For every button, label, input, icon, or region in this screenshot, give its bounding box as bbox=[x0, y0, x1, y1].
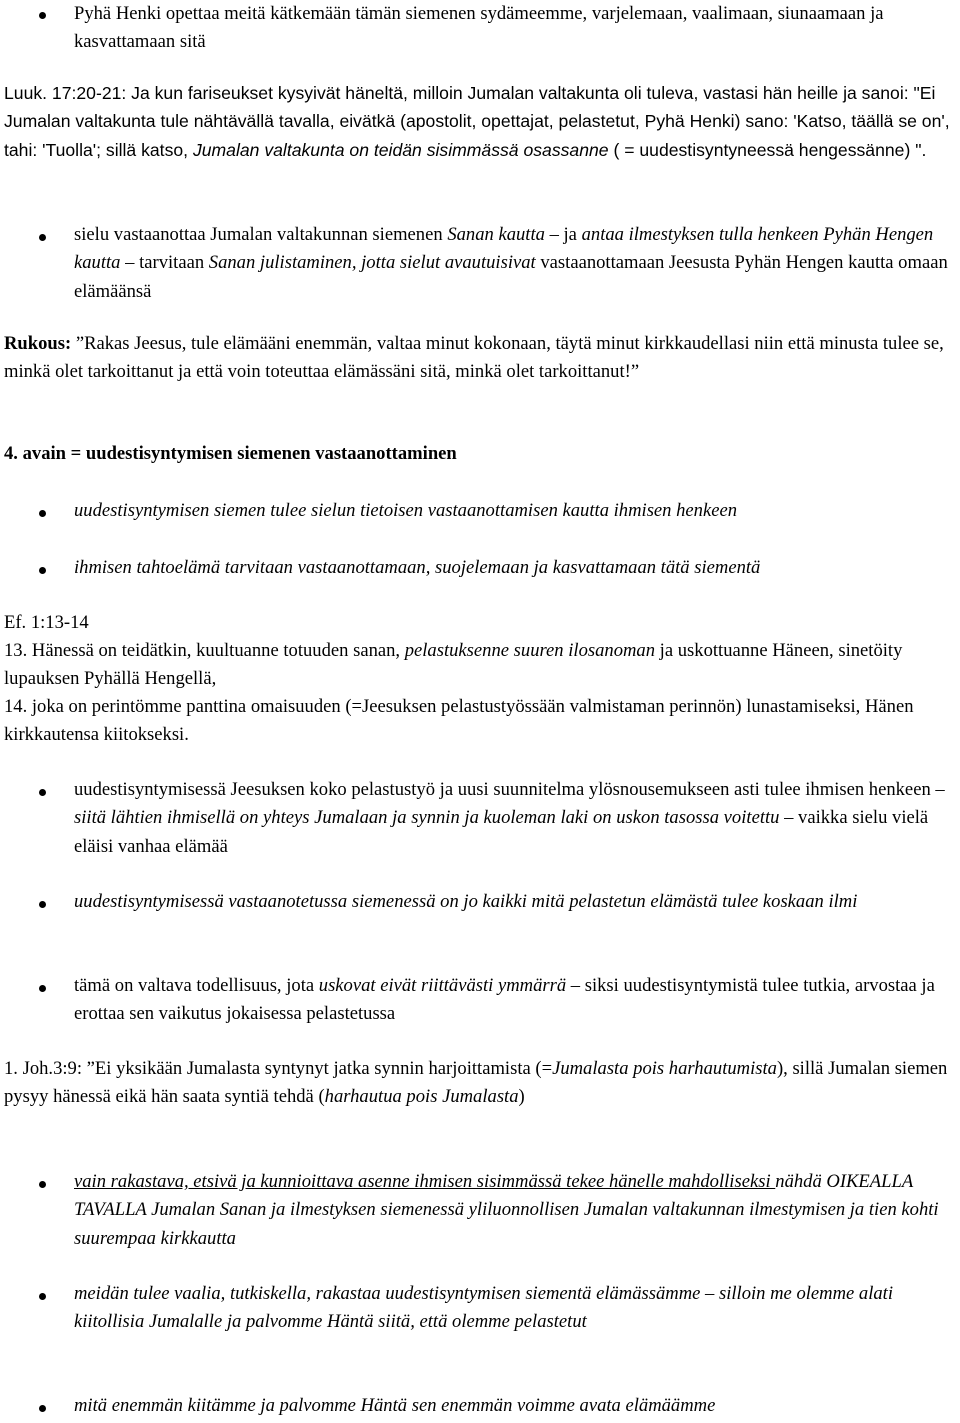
verse-text: 13. Hänessä on teidätkin, kuultuanne totuuden sanan, bbox=[4, 640, 405, 661]
prayer-text: ”Rakas Jeesus, tule elämääni enemmän, valtaa minut kokonaan, täytä minut kirkkaudellasi niin että minusta tulee se, minkä olet tarkoittanut ja että voin toteuttaa elämässäni sitä, minkä olet tarkoittanut!” bbox=[4, 333, 944, 383]
bullet-italic: ihmisen tahtoelämä tarvitaan vastaanottamaan, suojelemaan ja kasvattamaan tätä siementä bbox=[74, 557, 761, 578]
bullet-text: vastaanottamaan Jeesusta Pyhän Hengen kautta omaan elämäänsä bbox=[74, 252, 948, 302]
luke-italic: Jumalan valtakunta on teidän sisimmässä osassanne bbox=[192, 139, 609, 160]
ephesians-reference bbox=[4, 609, 956, 637]
bullet-text: – vaikka sielu vielä eläisi vanhaa elämää bbox=[74, 807, 929, 857]
verse-text: ja uskottuanne Häneen, sinetöity lupauksen Pyhällä Hengellä, bbox=[4, 640, 903, 690]
john-italic: Jumalasta pois harhautumista bbox=[552, 1058, 777, 1079]
bullet-dot bbox=[39, 1405, 46, 1412]
bullet-dot bbox=[39, 901, 46, 908]
bullet-item-6 bbox=[74, 888, 958, 916]
bullet-item-8 bbox=[74, 1168, 958, 1253]
john-text: ) bbox=[518, 1086, 525, 1108]
bullet-item-2 bbox=[74, 221, 958, 306]
bullet-text: Pyhä Henki opettaa meitä kätkemään tämän siemenen sydämeemme, varjelemaan, vaalimaan, siunaamaan ja kasvattamaan sitä bbox=[74, 3, 884, 53]
ephesians-verse-13 bbox=[4, 637, 956, 694]
bullet-italic: uskovat eivät riittävästi ymmärrä bbox=[318, 975, 567, 996]
john-text: ), sillä Jumalan siemen pysyy hänessä eikä hän saata syntiä tehdä ( bbox=[4, 1058, 948, 1108]
section-heading-text: 4. avain = uudestisyntymisen siemenen vastaanottaminen bbox=[4, 443, 457, 464]
bullet-item-1 bbox=[74, 0, 958, 57]
bullet-dot bbox=[39, 567, 46, 574]
bullet-dot bbox=[39, 789, 46, 796]
bullet-text: sielu vastaanottaa Jumalan valtakunnan siemenen bbox=[74, 224, 448, 245]
bullet-item-10 bbox=[74, 1392, 958, 1420]
bullet-dot bbox=[39, 234, 46, 241]
bullet-dot bbox=[39, 12, 46, 19]
verse-italic: pelastuksenne suuren ilosanoman bbox=[404, 640, 656, 661]
luke-text-2: ( = uudestisyntyneessä hengessänne) ". bbox=[608, 139, 927, 160]
bullet-item-5 bbox=[74, 776, 958, 861]
reference-text: Ef. 1:13-14 bbox=[4, 612, 89, 633]
luke-passage bbox=[4, 79, 956, 164]
bullet-text: – ja bbox=[544, 224, 582, 245]
verse-text: 14. joka on perintömme panttina omaisuuden (=Jeesuksen pelastustyössään valmistaman perinnön) lunastamiseksi, Hänen kirkkautensa kiitokseksi. bbox=[4, 696, 914, 746]
john-passage bbox=[4, 1055, 956, 1112]
bullet-text: uudestisyntymisessä Jeesuksen koko pelastustyö ja uusi suunnitelma ylösnousemukseen asti tulee ihmisen henkeen – bbox=[74, 779, 945, 800]
prayer-label: Rukous: bbox=[4, 333, 72, 354]
bullet-dot bbox=[39, 510, 46, 517]
bullet-italic: siitä lähtien ihmisellä on yhteys Jumalaan ja synnin ja kuoleman laki on uskon tasossa voitettu bbox=[74, 807, 780, 829]
bullet-italic: meidän tulee vaalia, tutkiskella, rakastaa uudestisyntymisen siementä elämässämme – silloin me olemme alati kiitollisia Jumalalle ja palvomme Häntä siitä, että olemme pelastetut bbox=[74, 1283, 894, 1333]
bullet-item-3 bbox=[74, 497, 958, 525]
bullet-item-4 bbox=[74, 554, 958, 582]
luke-text-1: Luuk. 17:20-21: Ja kun fariseukset kysyivät häneltä, milloin Jumalan valtakunta oli tuleva, vastasi hän heille ja sanoi: "Ei Jumalan valtakunta tule nähtävällä tavalla, eivätkä (apostolit, opettajat, pelastetut, Pyhä Henki) sano: 'Katso, täällä se on', tahi: 'Tuolla'; sillä katso, bbox=[4, 83, 950, 160]
bullet-italic: antaa ilmestyksen tulla henkeen Pyhän Hengen kautta bbox=[74, 224, 934, 274]
bullet-dot bbox=[39, 1181, 46, 1188]
bullet-italic-underlined: vain rakastava, etsivä ja kunnioittava asenne ihmisen sisimmässä tekee hänelle mahdolliseksi bbox=[74, 1171, 776, 1192]
bullet-italic: mitä enemmän kiitämme ja palvomme Häntä sen enemmän voimme avata elämäämme bbox=[74, 1395, 716, 1416]
bullet-italic: uudestisyntymisessä vastaanotetussa siemenessä on jo kaikki mitä pelastetun elämästä tulee koskaan ilmi bbox=[74, 891, 858, 912]
bullet-dot bbox=[39, 985, 46, 992]
bullet-item-9 bbox=[74, 1280, 958, 1337]
john-italic: harhautua pois Jumalasta bbox=[324, 1086, 519, 1108]
bullet-italic: Sanan julistaminen, jotta sielut avautuisivat bbox=[208, 252, 536, 274]
bullet-item-7 bbox=[74, 972, 958, 1029]
bullet-text: tämä on valtava todellisuus, jota bbox=[74, 975, 319, 996]
prayer-paragraph bbox=[4, 330, 956, 387]
section-heading bbox=[4, 440, 956, 468]
bullet-text: – tarvitaan bbox=[120, 252, 209, 274]
john-text: 1. Joh.3:9: ”Ei yksikään Jumalasta syntynyt jatka synnin harjoittamista (= bbox=[4, 1058, 553, 1079]
ephesians-verse-14 bbox=[4, 693, 956, 750]
bullet-dot bbox=[39, 1293, 46, 1300]
bullet-italic: Sanan kautta bbox=[447, 224, 545, 245]
bullet-italic: nähdä OIKEALLA TAVALLA Jumalan Sanan ja ilmestyksen siemenessä yliluonnollisen Jumalan valtakunnan ilmestymisen ja tien kohti suurempaa kirkkautta bbox=[74, 1171, 939, 1249]
bullet-italic: uudestisyntymisen siemen tulee sielun tietoisen vastaanottamisen kautta ihmisen henkeen bbox=[74, 500, 738, 521]
bullet-text: – siksi uudestisyntymistä tulee tutkia, arvostaa ja erottaa sen vaikutus jokaisessa pelastetussa bbox=[74, 975, 935, 1025]
